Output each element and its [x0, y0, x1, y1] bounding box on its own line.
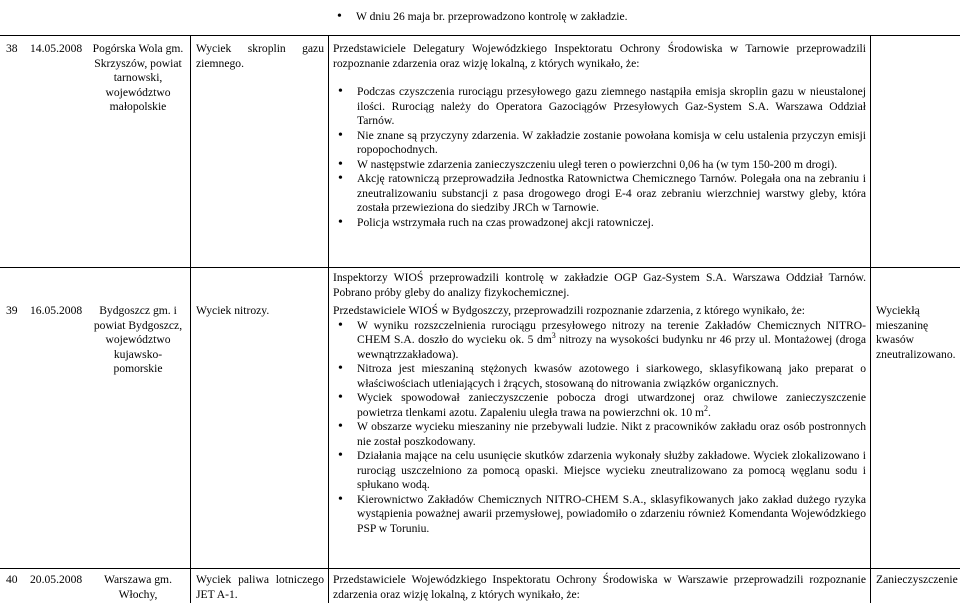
description-intro: Przedstawiciele WIOŚ w Bydgoszczy, przeprowadzili rozpoznanie zdarzenia, z którego wynikało, że: — [333, 304, 805, 317]
description-bullets — [333, 85, 866, 230]
row-38-continuation: Inspektorzy WIOŚ przeprowadzili kontrolę w zakładzie OGP Gaz-System S.A. Warszawa Oddział Tarnów. Pobrano próby gleby do analizy fizykochemicznej. — [333, 271, 866, 299]
description-bullet: • Akcję ratowniczą przeprowadziła Jednostka Ratownictwa Chemicznego Tarnów. Polegała ona na zebraniu i zneutralizowaniu substancji z pasa drogowego drogi E-4 oraz zebraniu wierzchniej warstwy gleby, która została przewieziona do siedziby JRCh w Tarnowie. — [333, 172, 866, 216]
bullet-text: W wyniku rozszczelnienia rurociągu przesyłowego nitrozy na terenie Zakładów Chemicznych NITRO-CHEM S.A. doszło do wycieku ok. 5 dm — [357, 318, 866, 346]
row-description — [333, 42, 866, 230]
row-event-type: Wyciek skroplin gazu ziemnego. — [196, 42, 324, 70]
description-bullet — [333, 391, 866, 420]
row-notes: Wyciekłą mieszaninę kwasów zneutralizowano. — [876, 304, 956, 361]
bullet-text: . — [708, 405, 711, 419]
description-bullet: • Nie znane są przyczyny zdarzenia. W zakładzie zostanie powołana komisja w celu ustalenia przyczyn emisji ropopochodnych. — [333, 129, 866, 158]
description-bullet: • Podczas czyszczenia rurociągu przesyłowego gazu ziemnego nastąpiła emisja skroplin gazu w nieustalonej ilości. Rurociąg należy do Operatora Gazociągów Przesyłowych Gaz-System S.A. Warszawa Oddział Tarnów. — [333, 85, 866, 129]
bullet-text: Wyciek spowodował zanieczyszczenie pobocza drogi utwardzonej oraz chwilowe zanieczyszczenie powietrza tlenkami azotu. Zapaleniu uległa trawa na powierzchni ok. 10 m — [357, 391, 866, 419]
description-bullet: • Nitroza jest mieszaniną stężonych kwasów azotowego i siarkowego, sklasyfikowaną jako preparat o właściwościach utleniających i żrących, stosowaną do nitrowania związków organicznych. — [333, 362, 866, 391]
description-intro: Przedstawiciele Wojewódzkiego Inspektoratu Ochrony Środowiska w Warszawie przeprowadzili rozpoznanie zdarzenia oraz wizję lokalną, z których wynikało, że: — [333, 573, 866, 601]
bullet-text: nitrozy na wysokości budynku nr 46 przy ul. Montażowej (droga wewnątrzzakładowa). — [357, 333, 866, 361]
row-notes: Zanieczyszczenie — [876, 573, 958, 586]
row-number: 38 — [6, 42, 18, 55]
table-border-top — [0, 35, 960, 36]
row-number: 39 — [6, 304, 18, 317]
description-bullet: • Kierownictwo Zakładów Chemicznych NITRO-CHEM S.A., sklasyfikowanych jako zakład dużego ryzyka wystąpienia poważnej awarii przemysłowej, powiadomiło o zdarzeniu również Komendanta Wojewódzkiego PSP w Toruniu. — [333, 493, 866, 537]
row-number: 40 — [6, 573, 18, 586]
top-bullet: • W dniu 26 maja br. przeprowadzono kontrolę w zakładzie. — [332, 10, 867, 25]
row-place: Bydgoszcz gm. i powiat Bydgoszcz, województwo kujawsko-pomorskie — [93, 304, 183, 375]
row-divider-38-39 — [0, 267, 960, 268]
description-bullet: • W obszarze wycieku mieszaniny nie przebywali ludzie. Nikt z pracowników zakładu oraz osób postronnych nie został poszkodowany. — [333, 420, 866, 449]
top-bullet-list — [332, 10, 867, 25]
row-place: Warszawa gm. Włochy, — [104, 573, 172, 601]
description-bullet — [333, 319, 866, 363]
row-event-type: Wyciek nitrozy. — [196, 304, 270, 317]
row-place: Pogórska Wola gm. Skrzyszów, powiat tarnowski, województwo małopolskie — [92, 42, 184, 113]
col-divider-2 — [328, 35, 329, 603]
description-bullets — [333, 319, 866, 537]
col-divider-1 — [190, 35, 191, 603]
description-bullet: • W następstwie zdarzenia zanieczyszczeniu uległ teren o powierzchni 0,06 ha (w tym 150-200 m drogi). — [333, 158, 866, 173]
description-intro: Przedstawiciele Delegatury Wojewódzkiego Inspektoratu Ochrony Środowiska w Tarnowie przeprowadzili rozpoznanie zdarzenia oraz wizję lokalną, z których wynikało, że: — [333, 42, 866, 70]
description-bullet: • Policja wstrzymała ruch na czas prowadzonej akcji ratowniczej. — [333, 216, 866, 231]
description-bullet: • Działania mające na celu usunięcie skutków zdarzenia wykonały służby zakładowe. Wyciek zlokalizowano i rurociąg uszczelniono za pomocą opaski. Miejsce wycieku zneutralizowano za pomocą węglanu sodu i spłukano wodą. — [333, 449, 866, 493]
row-divider-39-40 — [0, 568, 960, 569]
row-description — [333, 304, 866, 536]
row-event-type: Wyciek paliwa lotniczego JET A-1. — [196, 573, 324, 601]
col-divider-3 — [870, 35, 871, 603]
row-date: 14.05.2008 — [30, 42, 83, 55]
row-date: 20.05.2008 — [30, 573, 83, 586]
row-date: 16.05.2008 — [30, 304, 83, 317]
unit-superscript: 3 — [551, 331, 556, 341]
unit-superscript: 2 — [704, 403, 709, 413]
